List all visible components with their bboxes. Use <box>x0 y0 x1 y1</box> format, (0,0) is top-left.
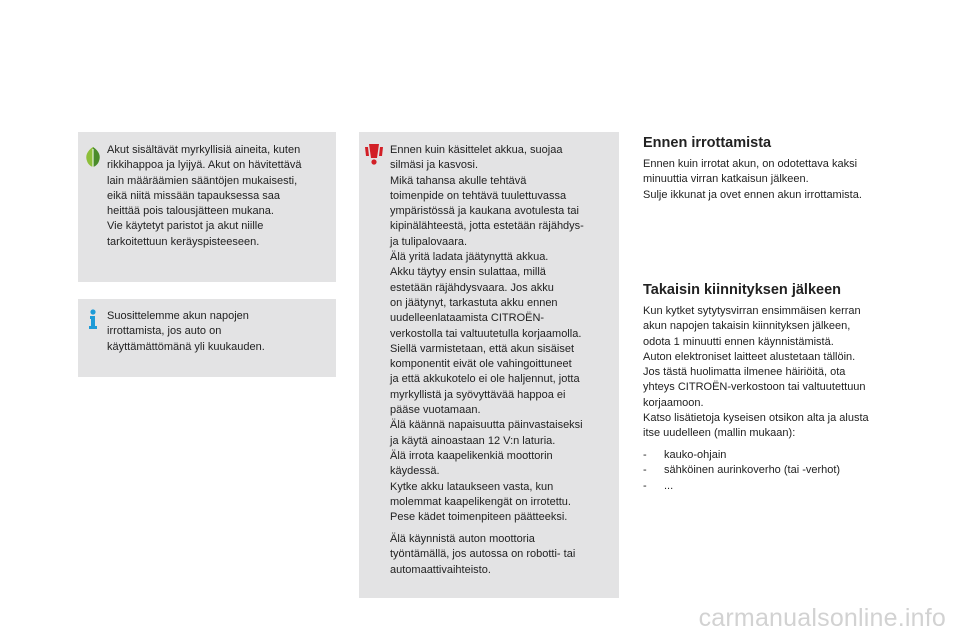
info-icon <box>84 308 102 330</box>
warning-note-text-2: Älä käynnistä auton moottoria työntämällä, jos autossa on robotti- tai automaattivaihteisto. <box>390 533 576 576</box>
section-heading-after-reconnect: Takaisin kiinnityksen jälkeen <box>643 282 841 298</box>
list-item: - ... <box>643 479 840 494</box>
warning-icon <box>365 143 383 165</box>
eco-note-box <box>78 132 336 282</box>
eco-note-text: Akut sisältävät myrkyllisiä aineita, kuten rikkihappoa ja lyijyä. Akut on hävitettävä lain määräämien sääntöjen mukaisesti, eikä niitä missään tapauksessa saa heittää pois talousjätteen mukana. Vie käytetyt paristot ja akut niille tarkoitettuun keräyspisteeseen. <box>107 144 302 248</box>
before-removal-text: Ennen kuin irrotat akun, on odotettava kaksi minuuttia virran katkaisun jälkeen. Sulje ikkunat ja ovet ennen akun irrottamista. <box>643 158 862 201</box>
info-note-text: Suosittelemme akun napojen irrottamista, jos auto on käyttämättömänä yli kuukauden. <box>107 310 265 353</box>
after-reconnect-text: Kun kytket sytytysvirran ensimmäisen kerran akun napojen takaisin kiinnityksen jälkeen, odota 1 minuutti ennen käynnistämistä. Auton elektroniset laitteet alustetaan tällöin. Jos tästä huolimatta ilmenee häiriöitä, ota yhteys CITROËN-verkostoon tai valtuutettuun korjaamoon. Katso lisätietoja kyseisen otsikon alta ja alusta itse uudelleen (mallin mukaan): <box>643 305 869 440</box>
list-item: - kauko-ohjain <box>643 448 840 463</box>
reinit-list <box>643 448 840 494</box>
list-item: - sähköinen aurinkoverho (tai -verhot) <box>643 463 840 478</box>
section-heading-before-removal: Ennen irrottamista <box>643 135 772 151</box>
warning-note-text: Ennen kuin käsittelet akkua, suojaa silmäsi ja kasvosi. Mikä tahansa akulle tehtävä toimenpide on tehtävä tuulettuvassa ympäristössä ja kaukana avotulesta tai kipinälähteestä, jotta estetään räjähdys- ja tulipalovaara. Älä yritä ladata jäätynyttä akkua. Akku täytyy ensin sulattaa, millä estetään räjähdysvaara. Jos akku on jäätynyt, tarkastuta akku ennen uudelleenlataamista CITROËN- verkostolla tai valtuutetulla korjaamolla. Siellä varmistetaan, että akun sisäiset komponentit eivät ole vahingoittuneet ja että akkukotelo ei ole haljennut, jotta myrkyllistä ja syövyttävää happoa ei pääse vuotamaan. Älä käännä napaisuutta päinvastaiseksi ja käytä ainoastaan 12 V:n laturia. Älä irrota kaapelikenkiä moottorin käydessä. Kytke akku lataukseen vasta, kun molemmat kaapelikengät on irrotettu. Pese kädet toimenpiteen päätteeksi. <box>390 144 584 524</box>
info-note-box <box>78 299 336 377</box>
eco-leaf-icon <box>84 146 102 168</box>
watermark: carmanualsonline.info <box>698 604 946 632</box>
warning-note-box <box>359 132 619 598</box>
